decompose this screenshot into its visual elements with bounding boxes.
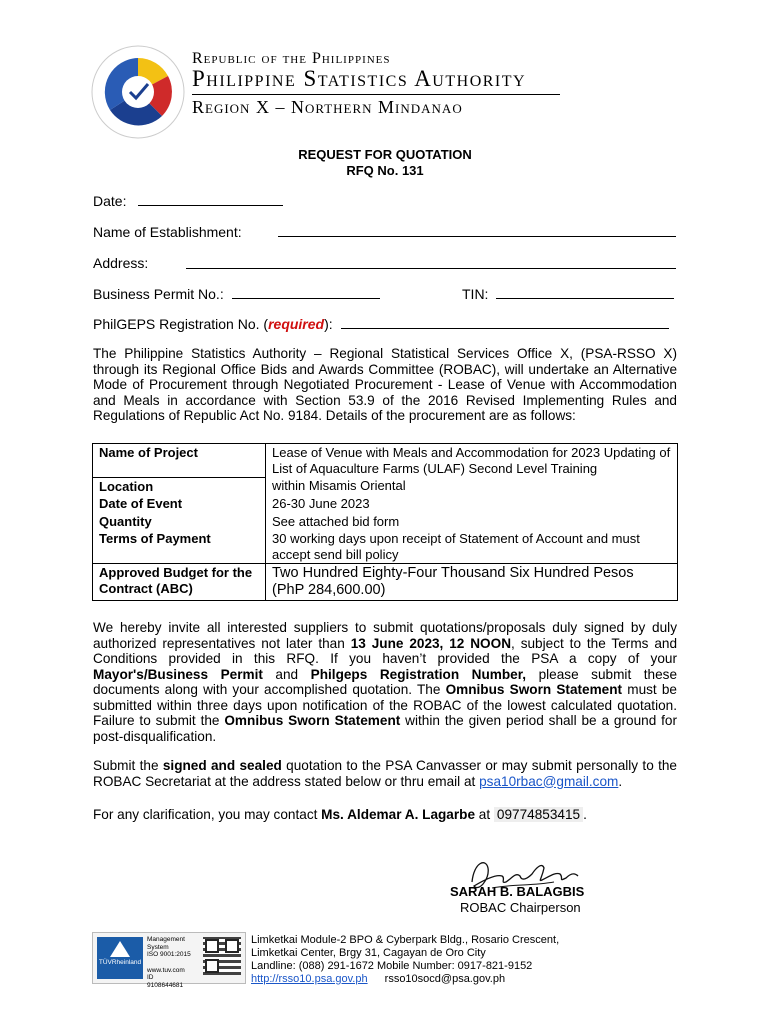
footer-email: rsso10socd@psa.gov.ph [384, 973, 506, 985]
quantity-key: Quantity [93, 513, 266, 531]
table-row [93, 495, 678, 513]
header-divider [192, 94, 560, 95]
permit-label: Business Permit No.: [93, 286, 224, 302]
cert-system: Management System [147, 936, 185, 951]
table-row [93, 444, 678, 478]
abc-words: Two Hundred Eighty-Four Thousand Six Hundred Pesos [272, 565, 634, 581]
establishment-blank[interactable] [278, 224, 676, 237]
abc-value [266, 564, 678, 601]
project-key: Name of Project [93, 444, 266, 478]
invitation-paragraph: We hereby invite all interested suppliers to submit quotations/proposals duly signed by duly authorized representatives not later than 13 June 2023, 12 NOON, subject to the Terms and Conditions provided in this RFQ. If you haven’t provided the PSA a copy of your Mayor's/Business Permit and Philgeps Registration Number, please submit these documents along with your accomplished quotation. The Omnibus Sworn Statement must be submitted within three days upon notification of the ROBAC of the lowest calculated quotation. Failure to submit the Omnibus Sworn Statement within the given period shall be a ground for post-disqualification. [93, 620, 678, 744]
terms-key: Terms of Payment [93, 530, 266, 564]
republic-line: Republic of the Philippines [192, 50, 391, 67]
date-key: Date of Event [93, 495, 266, 513]
table-row [93, 564, 678, 601]
cert-id: ID 9108644681 [147, 974, 184, 989]
agency-name: Philippine Statistics Authority [192, 66, 527, 91]
establishment-label: Name of Establishment: [93, 224, 242, 240]
location-value: within Misamis Oriental [266, 477, 678, 495]
signatory-name: SARAH B. BALAGBIS [450, 884, 585, 899]
abc-key: Approved Budget for the Contract (ABC) [93, 564, 266, 601]
deadline: 13 June 2023, 12 NOON [350, 635, 512, 651]
table-row [93, 530, 678, 564]
psa-seal [90, 44, 186, 140]
rfq-title: REQUEST FOR QUOTATION [298, 147, 472, 162]
robac-email-link[interactable]: psa10rbac@gmail.com [479, 773, 619, 789]
footer-address-1: Limketkai Module-2 BPO & Cyberpark Bldg., Rosario Crescent, [251, 934, 560, 946]
abc-amount: (PhP 284,600.00) [272, 582, 386, 598]
signatory-position: ROBAC Chairperson [460, 900, 581, 915]
terms-value: 30 working days upon receipt of Statement of Account and must accept send bill policy [266, 530, 678, 564]
philgeps-label: PhilGEPS Registration No. ( [93, 316, 269, 332]
quantity-value: See attached bid form [266, 513, 678, 531]
tin-label: TIN: [462, 286, 489, 302]
address-label: Address: [93, 255, 149, 271]
tuv-logo [97, 937, 143, 979]
iso-cert-badge [92, 932, 246, 989]
philgeps-blank[interactable] [341, 316, 669, 329]
permit-blank[interactable] [232, 286, 380, 299]
cert-site: www.tuv.com [147, 966, 185, 974]
contact-phone: 09774853415 [494, 807, 583, 822]
cert-standard: ISO 9001:2015 [147, 951, 191, 958]
website-link[interactable]: http://rsso10.psa.gov.ph [251, 973, 368, 985]
qr-code [203, 937, 241, 975]
required-note: required [268, 316, 325, 332]
footer-address-2: Limketkai Center, Brgy 31, Cagayan de Oro City [251, 947, 486, 959]
submission-paragraph: Submit the signed and sealed quotation to the PSA Canvasser or may submit personally to the ROBAC Secretariat at the address stated below or thru email at psa10rbac@gmail.com. [93, 758, 677, 789]
table-row [93, 477, 678, 495]
address-blank[interactable] [186, 256, 676, 269]
location-key: Location [93, 477, 266, 495]
region-line: Region X – Northern Mindanao [192, 97, 463, 117]
project-value: Lease of Venue with Meals and Accommodation for 2023 Updating of List of Aquaculture Farms (ULAF) Second Level Training [266, 444, 678, 478]
tin-blank[interactable] [496, 286, 674, 299]
table-row [93, 513, 678, 531]
contact-paragraph: For any clarification, you may contact Ms. Aldemar A. Lagarbe at 09774853415 . [93, 807, 587, 822]
tuv-label: TÜVRheinland [98, 959, 142, 966]
rfq-number: RFQ No. 131 [346, 163, 424, 178]
date-value: 26-30 June 2023 [266, 495, 678, 513]
intro-paragraph: The Philippine Statistics Authority – Regional Statistical Services Office X, (PSA-RSSO X) through its Regional Office Bids and Awards Committee (ROBAC), will undertake an Alternative Mode of Procurement through Negotiated Procurement - Lease of Venue with Accommodation and Meals in accordance with Section 53.9 of the 2016 Revised Implementing Rules and Regulations of Republic Act No. 9184. Details of the procurement are as follows: [93, 346, 677, 423]
procurement-table [92, 443, 678, 601]
contact-person: Ms. Aldemar A. Lagarbe [321, 807, 476, 822]
date-label: Date: [93, 193, 127, 209]
footer-phones: Landline: (088) 291-1672 Mobile Number: 0917-821-9152 [251, 960, 533, 972]
date-blank[interactable] [138, 193, 283, 206]
